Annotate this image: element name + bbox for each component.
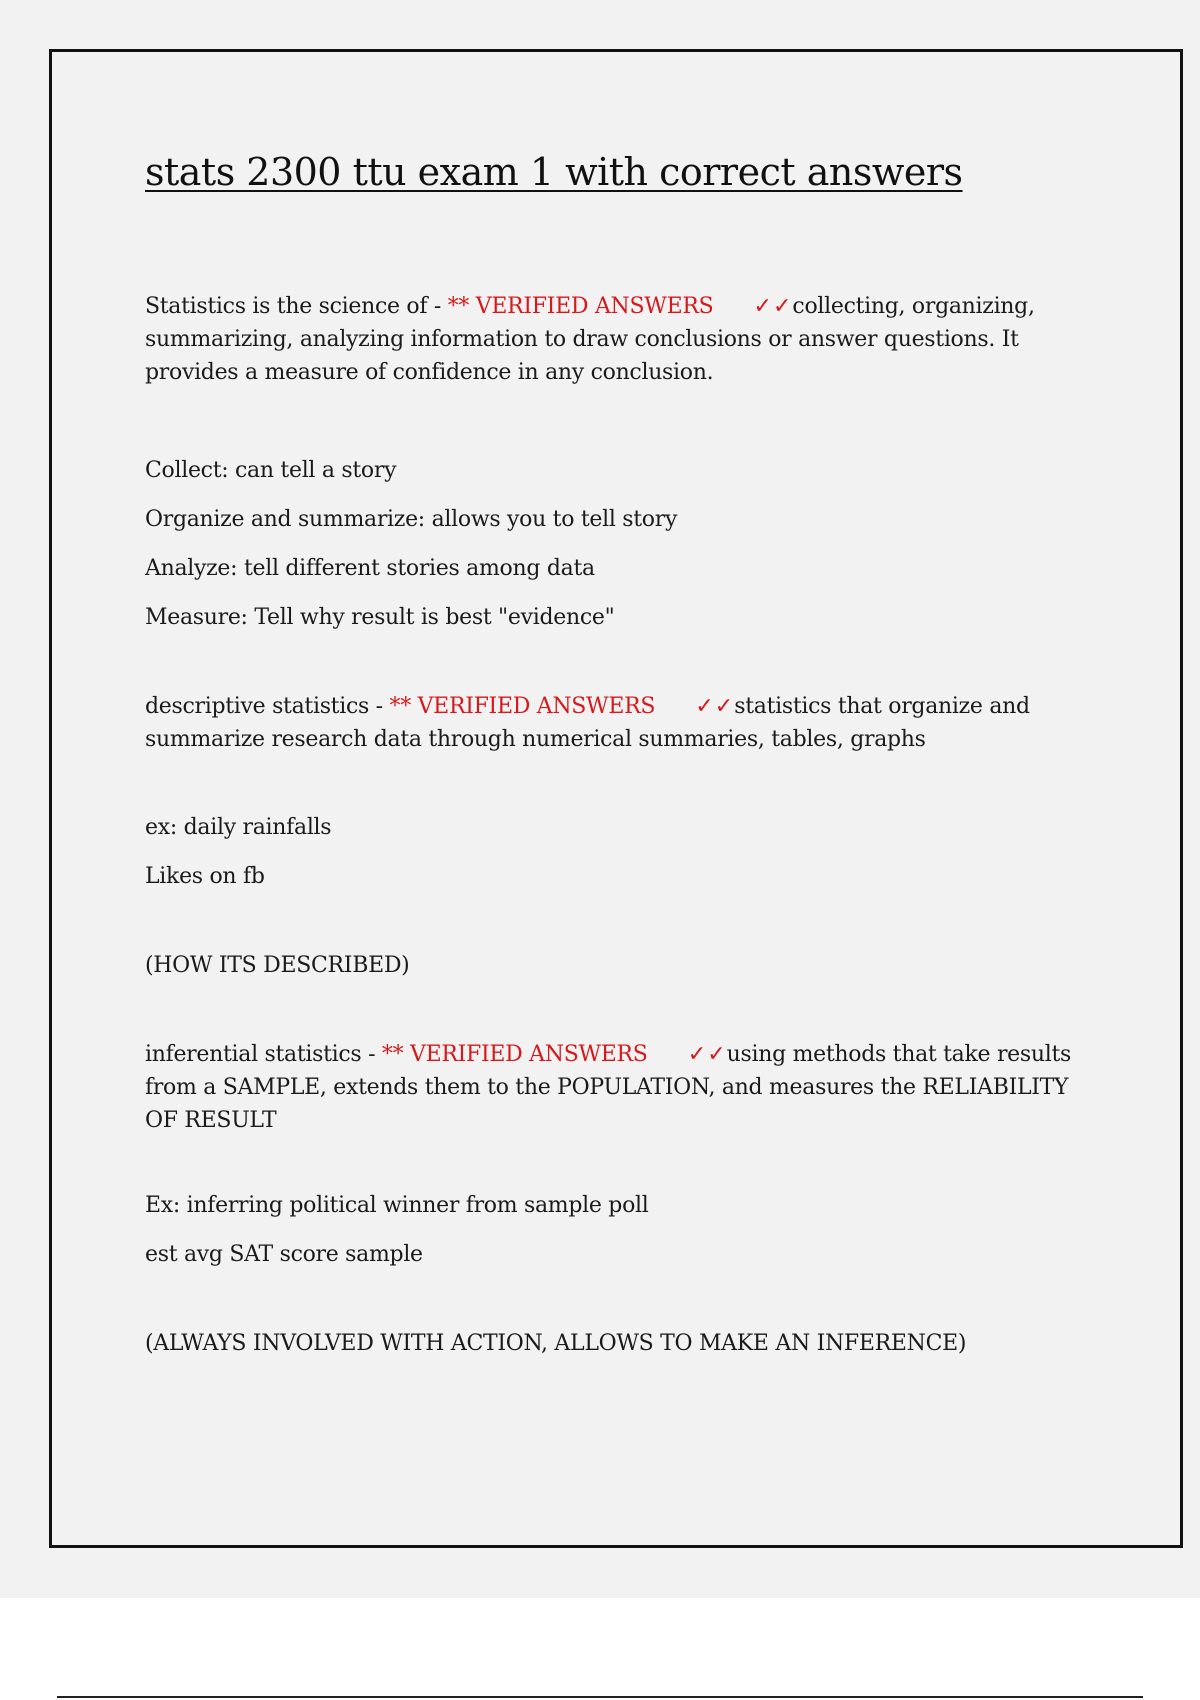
question-answer: collecting, organizing, summarizing, analyzing information to draw conclusions or answer questions. It provides a measure of confidence in any conclusion. — [145, 294, 1035, 385]
note-line: ex: daily rainfalls — [145, 815, 332, 840]
document-title: stats 2300 ttu exam 1 with correct answers — [145, 150, 963, 194]
question-term: Statistics is the science of - — [145, 294, 448, 319]
page-divider — [57, 1696, 1143, 1698]
note-line: Ex: inferring political winner from sample poll — [145, 1193, 649, 1218]
question-term: inferential statistics - — [145, 1042, 382, 1067]
note-line: Organize and summarize: allows you to tell story — [145, 507, 678, 532]
check-icon: ✓✓ — [753, 294, 793, 319]
question-descriptive — [145, 690, 1085, 756]
note-tag: (ALWAYS INVOLVED WITH ACTION, ALLOWS TO MAKE AN INFERENCE) — [145, 1331, 967, 1356]
question-statistics — [145, 290, 1085, 389]
question-inferential — [145, 1038, 1085, 1137]
verified-marker: ** VERIFIED ANSWERS — [447, 294, 714, 319]
document-content — [145, 150, 1085, 1376]
verified-marker: ** VERIFIED ANSWERS — [389, 694, 656, 719]
check-icon: ✓✓ — [695, 694, 735, 719]
question-term: descriptive statistics - — [145, 694, 390, 719]
check-icon: ✓✓ — [687, 1042, 727, 1067]
question-answer: statistics that organize and summarize research data through numerical summaries, tables, graphs — [145, 694, 1030, 752]
note-line: Analyze: tell different stories among data — [145, 556, 595, 581]
note-line: Collect: can tell a story — [145, 458, 397, 483]
note-line: est avg SAT score sample — [145, 1242, 423, 1267]
verified-marker: ** VERIFIED ANSWERS — [381, 1042, 648, 1067]
note-line: Likes on fb — [145, 864, 265, 889]
question-answer: using methods that take results from a SAMPLE, extends them to the POPULATION, and measures the RELIABILITY OF RESULT — [145, 1042, 1072, 1133]
note-tag: (HOW ITS DESCRIBED) — [145, 953, 410, 978]
note-line: Measure: Tell why result is best "evidence" — [145, 605, 615, 630]
